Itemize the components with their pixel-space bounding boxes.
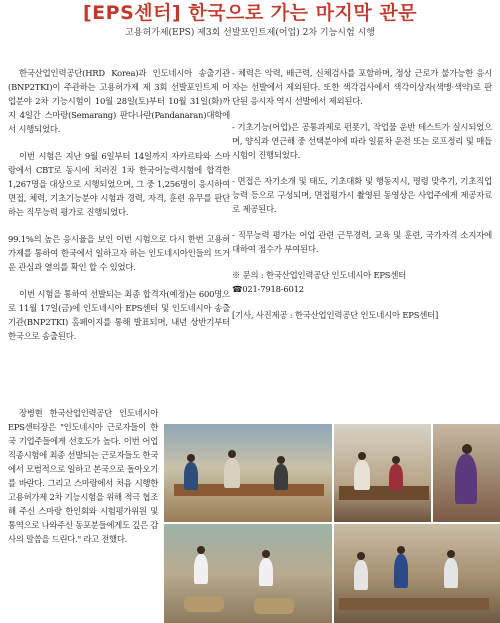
exam-photo-field <box>334 524 500 623</box>
article-title: [EPS센터] 한국으로 가는 마지막 관문 <box>82 2 418 24</box>
exam-photo-supervisors <box>334 424 431 522</box>
exam-photo-tables <box>164 424 332 522</box>
photo-credit: [기사, 사진제공 : 한국산업인력공단 인도네시아 EPS센터] <box>232 310 439 320</box>
contact-line: ※ 문의 : 한국산업인력공단 인도네시아 EPS센터 <box>232 270 407 280</box>
article-subtitle: 고용허가제(EPS) 제3회 선발포인트제(어업) 2차 기능시험 시행 <box>125 28 375 38</box>
closing-column <box>8 406 158 546</box>
paragraph-3: 99.1%의 높은 응시율을 보인 이번 시험으로 다시 한번 고용허가제를 통하여 한국에서 일하고자 하는 인도네시아인들의 뜨거운 관심과 열의를 확인 할 수 있었다. <box>8 234 230 272</box>
paragraph-2: 이번 시험은 지난 9월 6일부터 14일까지 자카르타와 스마랑에서 CBT로 동시에 치러진 1차 한국어능력시험에 합격한 1,267명을 대상으로 시행되었으며, 그 중 1,256명이 응시하여 면접, 체력, 기초기능분야 시험과 경력, 자격, 훈련 유무를 판단하는 직무능력 평가로 진행되었다. <box>8 151 230 217</box>
phone-line: ☎021-7918-6012 <box>232 284 304 294</box>
skills-paragraph: - 기초기능(어업)은 공통과제로 펀폿기, 작업물 운반 테스트가 실시되었으며, 양식과 연근해 중 선택분야에 따라 일륜차 운전 또는 로프정리 및 매듭 시험이 진행되었다. <box>232 122 492 160</box>
right-column <box>232 66 492 334</box>
paragraph-1: 한국산업인력공단(HRD Korea)과 인도네시아 송출기관(BNP2TKI)이 주관하는 고용허가제 제 3회 선발포인트제 어업분야 2차 기능시험이 10월 28일(토)부터 10월 31일(화)까지 4일간 스마랑(Semarang) 판다나란(Pandanaran)대학에서 시행되었다. <box>8 68 230 134</box>
paragraph-4: 이번 시험을 통하여 선발되는 최종 합격자(예정)는 600명으로 11월 17일(금)에 인도네시아 EPS센터 및 인도네시아 송출기관(BNP2TKI) 홈페이지를 통해 발표되며, 내년 상반기부터 한국으로 송출된다. <box>8 289 230 341</box>
photo-collage <box>164 424 500 623</box>
exam-photo-sandbags <box>164 524 332 623</box>
exam-photo-worker <box>433 424 500 522</box>
interview-paragraph: - 면접은 자기소개 및 태도, 기초대화 및 행동지시, 명령 맞추기, 기초직업능력 등으로 구성되며, 면접평가시 촬영된 동영상은 사업주에게 제공자료로 제공된다. <box>232 176 492 214</box>
career-paragraph: - 직무능력 평가는 어업 관련 근무경력, 교육 및 훈련, 국가자격 소지자에 대하여 점수가 부여된다. <box>232 230 492 254</box>
closing-paragraph: 장병현 한국산업인력공단 인도네시아 EPS센터장은 "인도네시아 근로자들이 한국 기업주들에게 선호도가 높다. 이번 어업직종시험에 최종 선발되는 근로자들도 한국에서 모범적으로 일하고 본국으로 돌아오기를 바란다. 그리고 스마랑에서 처음 시행한 고용허가제 2차 기능시험을 위해 적극 협조해 주신 스마랑 한인회와 시험평가위원 및 통역으로 나와주신 동포분들에게도 깊은 감사의 말씀을 드린다." 라고 전했다. <box>8 408 158 544</box>
fitness-paragraph: - 체력은 악력, 배근력, 신체검사를 포함하며, 정상 근로가 불가능한 응시자는 선발에서 제외된다. 또한 색각검사에서 색각이상자(색맹·색약)로 판단된 응시자 역시 선발에서 제외된다. <box>232 68 492 106</box>
left-column <box>8 66 230 356</box>
